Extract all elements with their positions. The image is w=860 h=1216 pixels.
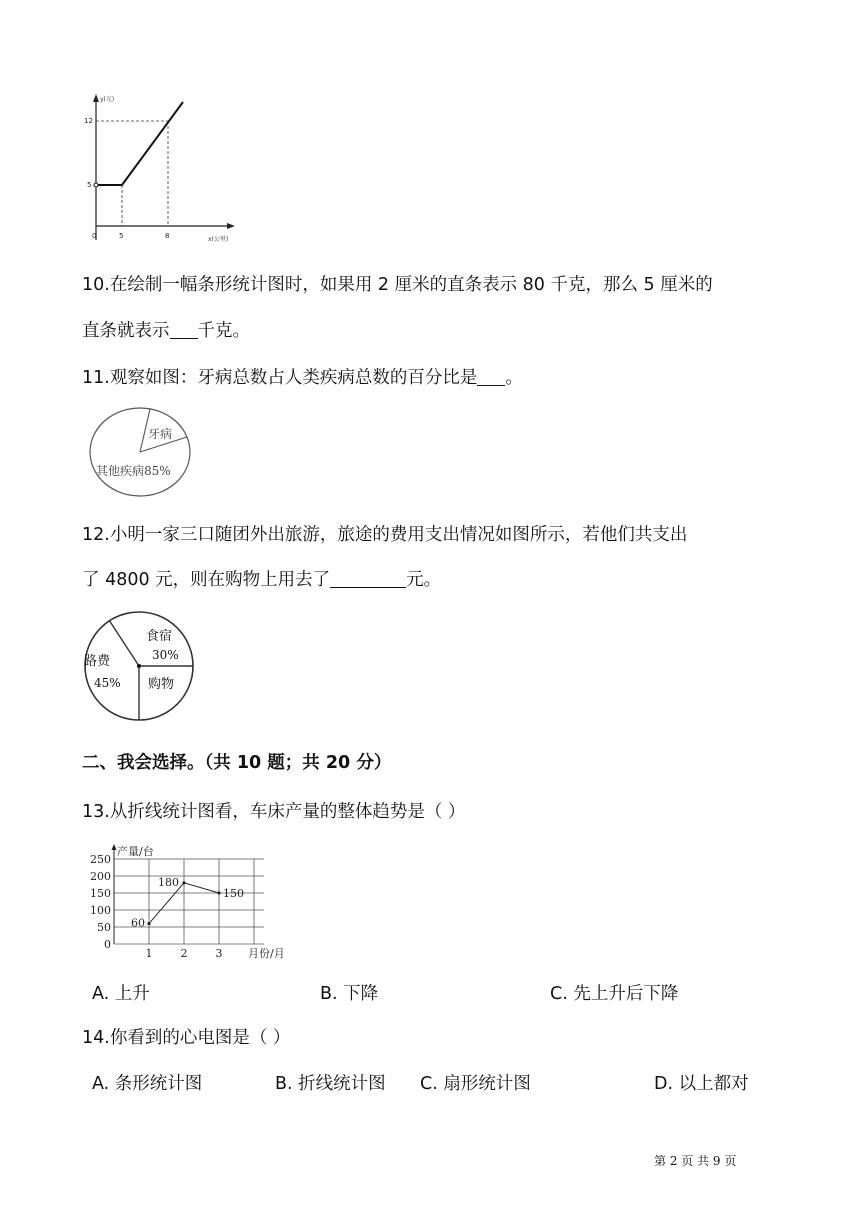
price-distance-graph	[80, 92, 250, 247]
y-tick-label: 100	[90, 904, 111, 917]
pie-label-other: 其他疾病85%	[96, 464, 171, 478]
y-axis-label: 产量/台	[117, 845, 154, 858]
q13-option-b[interactable]: B. 下降	[320, 984, 379, 1004]
y-tick-12: 12	[84, 117, 93, 125]
q14-option-b[interactable]: B. 折线统计图	[275, 1074, 386, 1094]
q12-line2	[82, 567, 441, 593]
pie-label-food: 食宿	[146, 629, 173, 644]
price-line	[96, 102, 183, 185]
data-label: 150	[223, 887, 244, 900]
y-tick-label: 200	[90, 870, 111, 883]
travel-pie-center	[137, 664, 141, 668]
q13-option-c[interactable]: C. 先上升后下降	[550, 984, 679, 1004]
pie-label-travel: 路费	[84, 654, 111, 669]
x-tick-0: 0	[92, 232, 97, 240]
pie-pct-travel: 45%	[94, 676, 121, 690]
x-axis-label: 月份/月	[248, 947, 285, 960]
q11-question	[82, 365, 523, 391]
data-point	[182, 881, 185, 884]
q13-question: 13.从折线统计图看，车床产量的整体趋势是（ ）	[82, 802, 466, 822]
y-tick-label: 0	[104, 938, 111, 951]
x-tick-label: 1	[145, 947, 153, 960]
q12-line1: 12.小明一家三口随团外出旅游，旅途的费用支出情况如图所示，若他们共支出	[82, 525, 688, 545]
pie-pct-food: 30%	[152, 648, 179, 662]
y-axis-arrow-icon	[112, 844, 117, 850]
travel-expense-pie-chart	[80, 610, 200, 726]
disease-pie-chart	[84, 403, 200, 499]
x-tick-8: 8	[165, 232, 170, 240]
x-axis-arrow-icon	[227, 223, 235, 229]
pie-label-dental: 牙病	[148, 427, 173, 441]
q12-line2-post: 元。	[406, 570, 442, 590]
start-point	[94, 183, 98, 187]
y-tick-label: 250	[90, 853, 111, 866]
q14-option-c[interactable]: C. 扇形统计图	[420, 1074, 531, 1094]
q14-question: 14.你看到的心电图是（ ）	[82, 1028, 291, 1048]
q10-line2-pre: 直条就表示	[82, 321, 170, 341]
page-footer: 第 2 页 共 9 页	[654, 1154, 737, 1168]
x-tick-label: 3	[215, 947, 223, 960]
y-axis-arrow-icon	[93, 94, 99, 102]
q11-text-post: 。	[505, 368, 523, 388]
q12-answer-blank[interactable]	[330, 569, 406, 588]
q10-line2	[82, 318, 250, 344]
q10-line1: 10.在绘制一幅条形统计图时，如果用 2 厘米的直条表示 80 千克，那么 5 厘米的	[82, 275, 713, 295]
q11-text-pre: 11.观察如图：牙病总数占人类疾病总数的百分比是	[82, 368, 478, 388]
q14-option-a[interactable]: A. 条形统计图	[92, 1074, 203, 1094]
q11-answer-blank[interactable]	[477, 367, 505, 386]
x-tick-5: 5	[119, 232, 124, 240]
x-axis-label: x(公里)	[208, 236, 229, 243]
q12-line2-pre: 了 4800 元，则在购物上用去了	[82, 570, 331, 590]
section-2-title: 二、我会选择。（共 10 题；共 20 分）	[82, 753, 392, 773]
y-axis-label: y(元)	[100, 96, 115, 103]
data-point	[147, 922, 150, 925]
q10-answer-blank[interactable]	[170, 320, 198, 339]
pie-label-shopping: 购物	[148, 677, 175, 692]
q10-line2-post: 千克。	[197, 321, 250, 341]
q14-option-d[interactable]: D. 以上都对	[654, 1074, 749, 1094]
y-tick-label: 50	[97, 921, 111, 934]
data-label: 60	[131, 916, 145, 930]
q13-option-a[interactable]: A. 上升	[92, 984, 150, 1004]
y-tick-5: 5	[87, 181, 92, 189]
x-tick-label: 2	[180, 947, 188, 960]
data-label: 180	[158, 875, 179, 889]
y-tick-label: 150	[90, 887, 111, 900]
lathe-production-line-chart	[88, 843, 328, 961]
data-point	[217, 891, 220, 894]
